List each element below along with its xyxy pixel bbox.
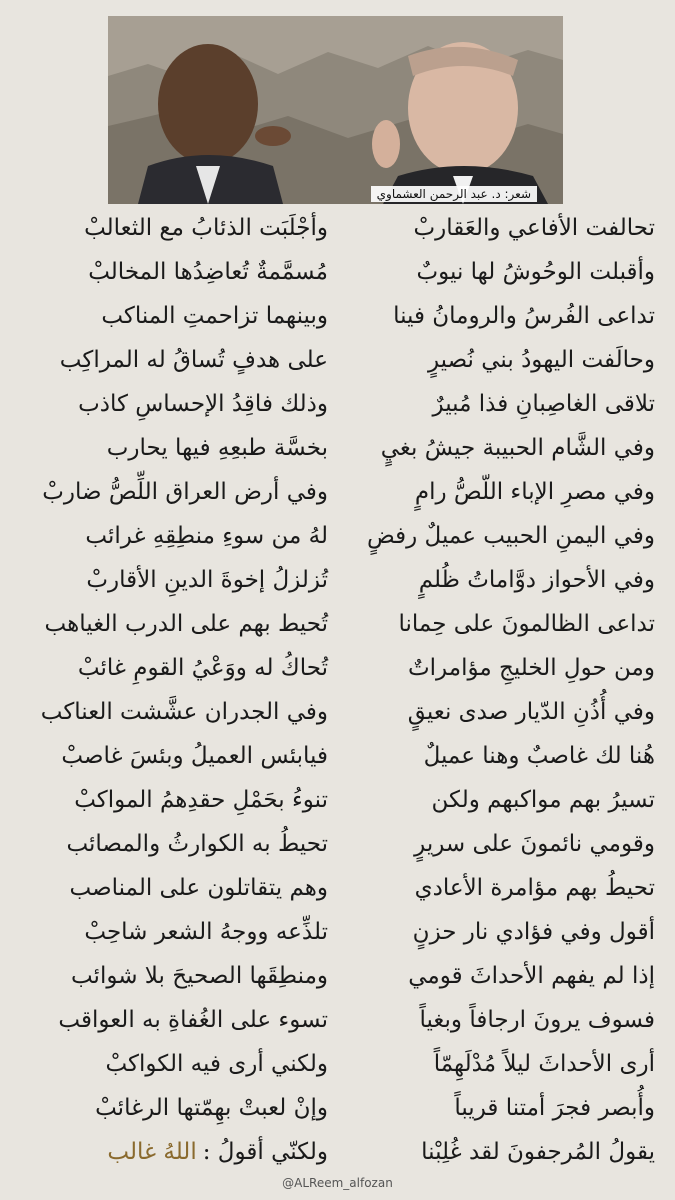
verse-first-hemistich: تداعى الفُرسُ والرومانُ فينا xyxy=(393,303,655,329)
verse-row xyxy=(0,602,675,646)
verse-second-hemistich: فيابئس العميلُ وبئسَ غاصبْ xyxy=(61,743,328,769)
verse-first-hemistich: تحيطُ بهم مؤامرة الأعادي xyxy=(414,875,655,901)
verse-row xyxy=(0,646,675,690)
verse-second-hemistich: تُزلزلُ إخوةَ الدينِ الأقاربْ xyxy=(86,567,328,593)
verse-first-hemistich: هُنا لك غاصبٌ وهنا عميلٌ xyxy=(423,743,655,769)
verse-row xyxy=(0,910,675,954)
verse-row xyxy=(0,514,675,558)
verse-second-hemistich: ومنطِقَها الصحيحَ بلا شوائب xyxy=(70,963,328,989)
verse-row xyxy=(0,1086,675,1130)
verse-row xyxy=(0,690,675,734)
verse-first-hemistich: فسوف يرونَ ارجافاً وبغياً xyxy=(419,1007,655,1033)
verse-second-hemistich: وفي أرض العراق اللِّصُّ ضاربْ xyxy=(42,479,328,505)
verse-row xyxy=(0,734,675,778)
verse-second-hemistich: تنوءُ بحَمْلِ حقدِهمُ المواكبْ xyxy=(74,787,328,813)
verse-row xyxy=(0,1042,675,1086)
verse-row xyxy=(0,382,675,426)
verse-first-hemistich: أرى الأحداثَ ليلاً مُدْلَهِمّاً xyxy=(433,1051,655,1077)
verse-first-hemistich: تحالفت الأفاعي والعَقاربْ xyxy=(413,215,655,241)
verse-first-hemistich: تسيرُ بهم مواكبهم ولكن xyxy=(431,787,655,813)
verse-first-hemistich: إذا لم يفهم الأحداثَ قومي xyxy=(408,963,655,989)
verse-first-hemistich: وفي مصرِ الإباء اللّصُّ رامٍ xyxy=(414,479,655,505)
verse-row xyxy=(0,426,675,470)
verse-second-hemistich: تسوء على الغُفاةِ به العواقب xyxy=(58,1007,328,1033)
verse-second-hemistich: تُحيط بهم على الدرب الغياهب xyxy=(44,611,328,637)
watermark-handle: @ALReem_alfozan xyxy=(282,1176,393,1190)
verse-second-hemistich: وهم يتقاتلون على المناصب xyxy=(69,875,328,901)
verse-first-hemistich: وفي أُذُنِ الدّيار صدى نعيقٍ xyxy=(407,699,655,725)
verse-row xyxy=(0,998,675,1042)
verse-second-hemistich: تحيطُ به الكوارثُ والمصائب xyxy=(66,831,328,857)
verse-first-hemistich: وأقبلت الوحُوشُ لها نيوبٌ xyxy=(416,259,655,285)
verse-row xyxy=(0,470,675,514)
verse-first-hemistich: أقول وفي فؤادي نار حزنٍ xyxy=(412,919,655,945)
verse-row xyxy=(0,822,675,866)
closing-phrase: ولكنّي أقولُ : xyxy=(202,1139,328,1165)
verse-second-hemistich: مُسمَّمةٌ تُعاضِدُها المخالبْ xyxy=(88,259,328,285)
verse-second-hemistich: لهُ من سوءِ منطِقِهِ غرائب xyxy=(85,523,328,549)
highlighted-phrase: اللهُ غالب xyxy=(107,1139,197,1165)
verse-second-hemistich: على هدفٍ تُساقُ له المراكِب xyxy=(59,347,328,373)
verse-row xyxy=(0,250,675,294)
verse-second-hemistich: تُحاكُ له ووَعْيُ القومِ غائبْ xyxy=(77,655,328,681)
verse-row xyxy=(0,558,675,602)
verse-row xyxy=(0,294,675,338)
verse-first-hemistich: وفي الأحواز دوَّاماتُ ظُلمٍ xyxy=(418,567,655,593)
verse-first-hemistich: وقومي نائمونَ على سريرٍ xyxy=(414,831,655,857)
verse-row xyxy=(0,954,675,998)
header-photo xyxy=(108,16,563,204)
verse-row xyxy=(0,866,675,910)
verse-first-hemistich: وأُبصر فجرَ أمتنا قريباً xyxy=(454,1095,655,1121)
verse-second-hemistich xyxy=(18,1130,328,1174)
verse-first-hemistich: وحالَفت اليهودُ بني نُصيرٍ xyxy=(427,347,655,373)
verse-second-hemistich: وبينهما تزاحمتِ المناكب xyxy=(101,303,328,329)
verse-second-hemistich: وإنْ لعبتْ بهِمّتها الرغائبْ xyxy=(95,1095,328,1121)
poem-body xyxy=(0,206,675,1174)
verse-first-hemistich: تلاقى الغاصِبانِ فذا مُبيرٌ xyxy=(432,391,655,417)
verse-row xyxy=(0,778,675,822)
verse-second-hemistich: وأجْلَبَت الذئابُ مع الثعالبْ xyxy=(84,215,328,241)
verse-second-hemistich: وفي الجدران عشَّشت العناكب xyxy=(40,699,328,725)
verse-first-hemistich: وفي اليمنِ الحبيب عميلٌ رفضٍ xyxy=(366,523,655,549)
verse-row xyxy=(0,206,675,250)
verse-second-hemistich: بخسَّة طبعِهِ فيها يحارب xyxy=(106,435,328,461)
photo-illustration xyxy=(108,16,563,204)
verse-first-hemistich: وفي الشَّام الحبيبة جيشُ بغيٍ xyxy=(380,435,655,461)
verse-second-hemistich: تلذِّعه ووجهُ الشعر شاحِبْ xyxy=(84,919,328,945)
verse-first-hemistich: تداعى الظالمونَ على حِمانا xyxy=(398,611,655,637)
verse-first-hemistich: ومن حولِ الخليجِ مؤامراتٌ xyxy=(408,655,655,681)
poet-credit: شعر: د. عبد الرحمن العشماوي xyxy=(371,186,537,202)
verse-first-hemistich: يقولُ المُرجفونَ لقد غُلِبْنا xyxy=(421,1139,655,1165)
verse-second-hemistich: ولكني أرى فيه الكواكبْ xyxy=(105,1051,328,1077)
verse-row xyxy=(0,1130,675,1174)
verse-second-hemistich: وذلك فاقِدُ الإحساسِ كاذب xyxy=(78,391,328,417)
verse-row xyxy=(0,338,675,382)
